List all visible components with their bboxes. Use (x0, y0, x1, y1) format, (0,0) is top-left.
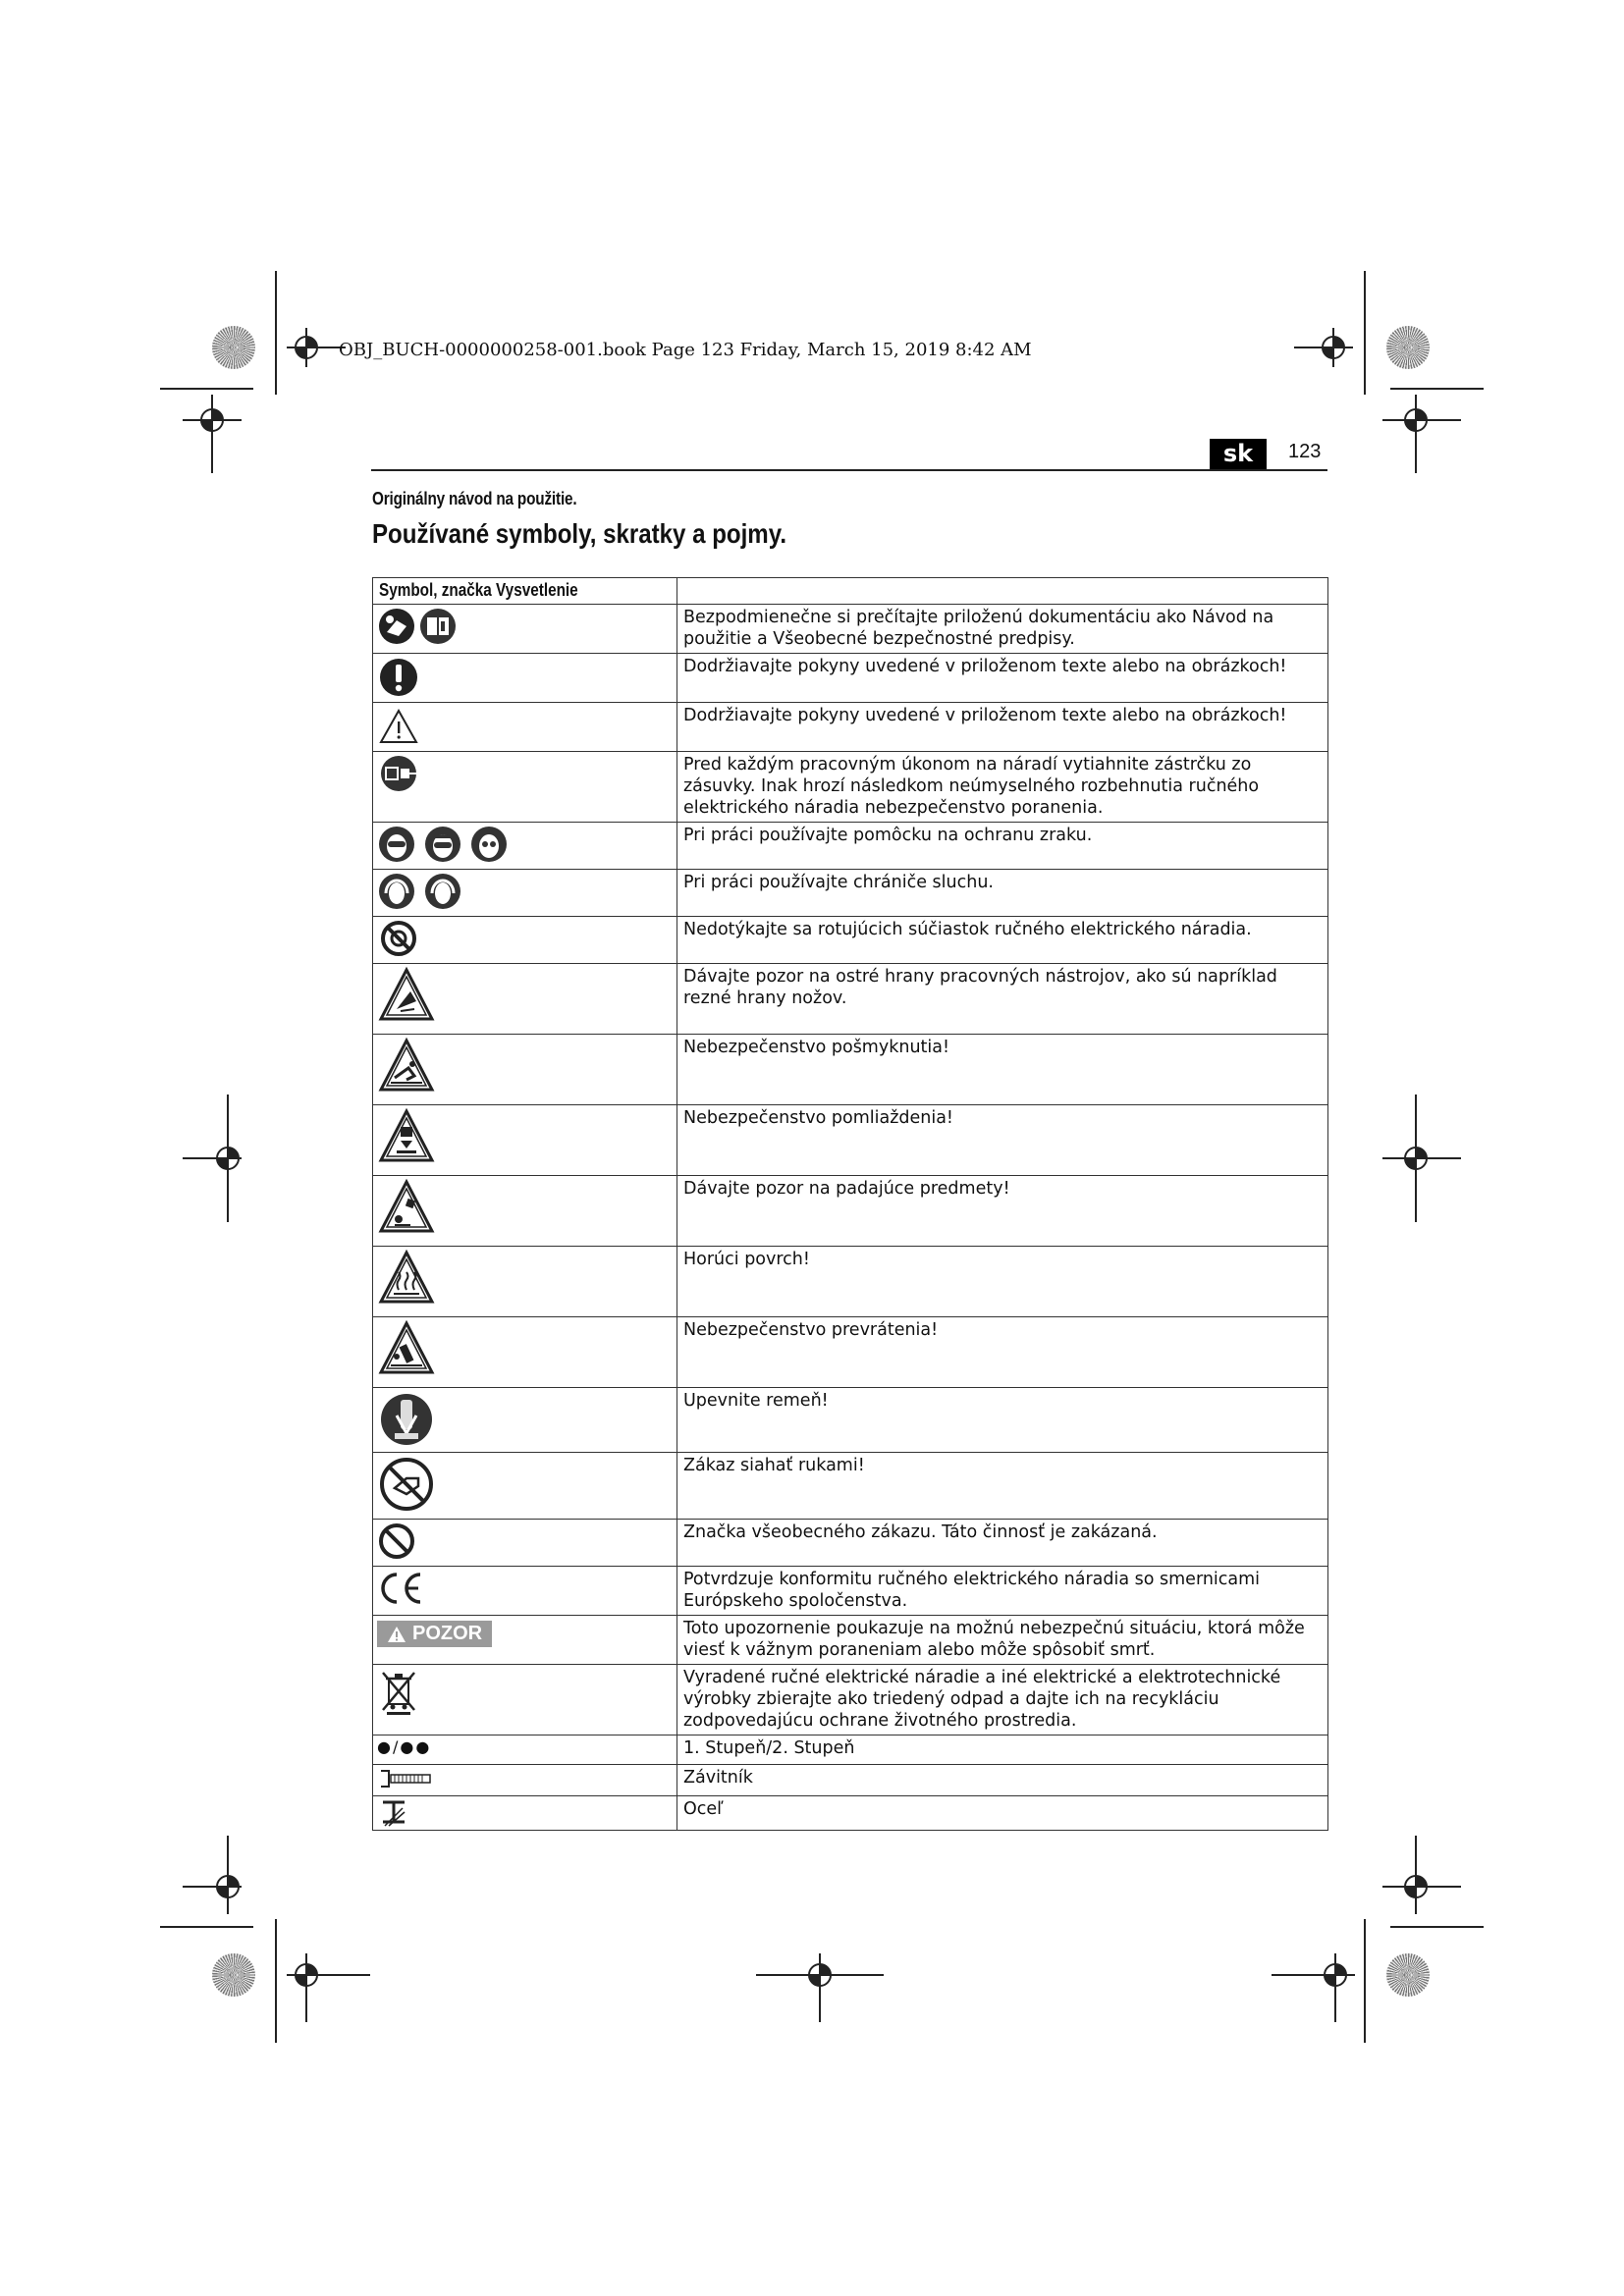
crop-line (275, 271, 277, 395)
registration-target-icon (1294, 328, 1353, 367)
pozor-label (377, 1621, 492, 1647)
registration-target-icon (1382, 395, 1461, 473)
ear-protection-icon (377, 872, 470, 911)
symbol-cell (373, 752, 677, 823)
description-cell: Nebezpečenstvo pošmyknutia! (677, 1035, 1328, 1105)
tap-icon (377, 1767, 436, 1790)
print-rosette-bottom-left (212, 1953, 255, 1997)
mandatory-exclamation-icon (377, 656, 420, 699)
table-row (373, 1616, 1328, 1665)
page-number: 123 (1288, 441, 1322, 462)
symbol-cell (373, 1520, 677, 1567)
description-cell: Nedotýkajte sa rotujúcich súčiastok ručného elektrického náradia. (677, 917, 1328, 964)
slip-hazard-icon (377, 1037, 436, 1095)
crop-line (1390, 1926, 1484, 1928)
eye-protection-icon (377, 825, 514, 864)
header-rule (371, 469, 1327, 471)
symbol-cell (373, 1388, 677, 1453)
symbol-cell (373, 1735, 677, 1765)
symbol-cell (373, 1616, 677, 1665)
table-header-row (373, 578, 1328, 605)
symbol-cell (373, 1317, 677, 1388)
description-cell: Bezpodmienečne si prečítajte priloženú dokumentáciu ako Návod na použitie a Všeobecné bezpečnostné predpisy. (677, 605, 1328, 654)
table-header-cell-empty (677, 578, 1328, 605)
table-row (373, 654, 1328, 703)
description-cell: Nebezpečenstvo pomliaždenia! (677, 1105, 1328, 1176)
print-rosette-top-left (212, 326, 255, 369)
table-row (373, 1520, 1328, 1567)
description-cell: Dodržiavajte pokyny uvedené v priloženom texte alebo na obrázkoch! (677, 703, 1328, 752)
table-row (373, 1796, 1328, 1831)
registration-target-icon (287, 1953, 370, 2022)
symbol-cell (373, 1453, 677, 1520)
symbol-cell (373, 917, 677, 964)
print-rosette-bottom-right (1386, 1953, 1430, 1997)
description-cell: Upevnite remeň! (677, 1388, 1328, 1453)
symbol-cell (373, 1105, 677, 1176)
description-cell: Toto upozornenie poukazuje na možnú nebezpečnú situáciu, ktorá môže viesť k vážnym poraneniam alebo môže spôsobiť smrť. (677, 1616, 1328, 1665)
description-cell: Dávajte pozor na ostré hrany pracovných nástrojov, ako sú napríklad rezné hrany nožov. (677, 964, 1328, 1035)
table-row (373, 823, 1328, 870)
registration-target-icon (183, 395, 242, 473)
table-row (373, 1453, 1328, 1520)
table-row (373, 870, 1328, 917)
read-manual-icon (377, 607, 465, 646)
symbol-cell (373, 1796, 677, 1831)
symbol-cell (373, 1665, 677, 1735)
warning-triangle-icon (377, 705, 420, 748)
table-row (373, 1665, 1328, 1735)
crop-line (1364, 1919, 1366, 2043)
table-row (373, 703, 1328, 752)
warning-triangle-icon (387, 1626, 406, 1643)
registration-target-icon (1272, 1953, 1355, 2022)
description-cell: Závitník (677, 1765, 1328, 1796)
description-cell: Nebezpečenstvo prevrátenia! (677, 1317, 1328, 1388)
table-row (373, 964, 1328, 1035)
symbol-cell (373, 605, 677, 654)
crop-line (1364, 271, 1366, 395)
tip-over-hazard-icon (377, 1319, 436, 1378)
symbol-cell (373, 1247, 677, 1317)
symbol-cell (373, 1567, 677, 1616)
table-row (373, 1567, 1328, 1616)
symbol-cell (373, 1765, 677, 1796)
crop-line (275, 1919, 277, 2043)
unplug-icon (377, 754, 420, 793)
pozor-text: POZOR (412, 1623, 483, 1644)
description-cell: Dávajte pozor na padajúce predmety! (677, 1176, 1328, 1247)
table-row (373, 1176, 1328, 1247)
registration-target-icon (183, 1095, 242, 1222)
description-cell: Pri práci používajte pomôcku na ochranu zraku. (677, 823, 1328, 870)
steel-icon (377, 1798, 412, 1828)
table-header-cell: Symbol, značka Vysvetlenie (373, 578, 677, 605)
crop-line (1390, 388, 1484, 390)
symbol-cell (373, 654, 677, 703)
description-cell: 1. Stupeň/2. Stupeň (677, 1735, 1328, 1765)
registration-target-icon (1382, 1095, 1461, 1222)
crush-hazard-icon (377, 1107, 436, 1166)
symbol-cell (373, 703, 677, 752)
table-row (373, 1105, 1328, 1176)
table-row (373, 1765, 1328, 1796)
table-row (373, 1735, 1328, 1765)
description-cell: Vyradené ručné elektrické náradie a iné elektrické a elektrotechnické výrobky zbierajte ako triedený odpad a dajte ich na recykláciu zodpovedajúcu ochrane životného prostredia. (677, 1665, 1328, 1735)
description-cell: Pred každým pracovným úkonom na náradí vytiahnite zástrčku zo zásuvky. Inak hrozí následkom neúmyselného rozbehnutia ručného elektrického náradia nebezpečenstvo poranenia. (677, 752, 1328, 823)
table-row (373, 1035, 1328, 1105)
manual-title: Originálny návod na použitie. (372, 489, 577, 508)
registration-target-icon (756, 1953, 884, 2022)
table-row (373, 605, 1328, 654)
print-header-line: OBJ_BUCH-0000000258-001.book Page 123 Friday, March 15, 2019 8:42 AM (339, 340, 1032, 360)
description-cell: Pri práci používajte chrániče sluchu. (677, 870, 1328, 917)
registration-target-icon (1382, 1836, 1461, 1914)
table-row (373, 1317, 1328, 1388)
table-row (373, 1247, 1328, 1317)
description-cell: Dodržiavajte pokyny uvedené v priloženom texte alebo na obrázkoch! (677, 654, 1328, 703)
prohibition-icon (377, 1522, 420, 1561)
registration-target-icon (183, 1836, 242, 1914)
section-title: Používané symboly, skratky a pojmy. (372, 518, 787, 549)
description-cell: Potvrdzuje konformitu ručného elektrického náradia so smernicami Európskeho spoločenstva. (677, 1567, 1328, 1616)
crop-line (160, 1926, 253, 1928)
sharp-edges-warning-icon (377, 966, 436, 1025)
weee-bin-icon (377, 1667, 420, 1716)
ce-mark-icon (377, 1569, 426, 1608)
crop-line (160, 388, 253, 390)
symbol-cell (373, 964, 677, 1035)
no-hands-icon (377, 1455, 436, 1514)
table-row (373, 1388, 1328, 1453)
symbol-cell (373, 1035, 677, 1105)
symbols-table (372, 577, 1328, 1831)
speed-stage-dots: ●/●● (377, 1737, 432, 1756)
fasten-strap-icon (377, 1390, 436, 1449)
symbol-cell (373, 1176, 677, 1247)
description-cell: Horúci povrch! (677, 1247, 1328, 1317)
description-cell: Oceľ (677, 1796, 1328, 1831)
falling-objects-icon (377, 1178, 436, 1237)
registration-target-icon (287, 328, 346, 367)
table-row (373, 752, 1328, 823)
language-badge: sk (1210, 439, 1267, 471)
description-cell: Zákaz siahať rukami! (677, 1453, 1328, 1520)
no-touch-rotating-icon (377, 919, 420, 958)
symbol-cell (373, 870, 677, 917)
print-rosette-top-right (1386, 326, 1430, 369)
hot-surface-icon (377, 1249, 436, 1308)
table-row (373, 917, 1328, 964)
symbol-cell (373, 823, 677, 870)
description-cell: Značka všeobecného zákazu. Táto činnosť je zakázaná. (677, 1520, 1328, 1567)
